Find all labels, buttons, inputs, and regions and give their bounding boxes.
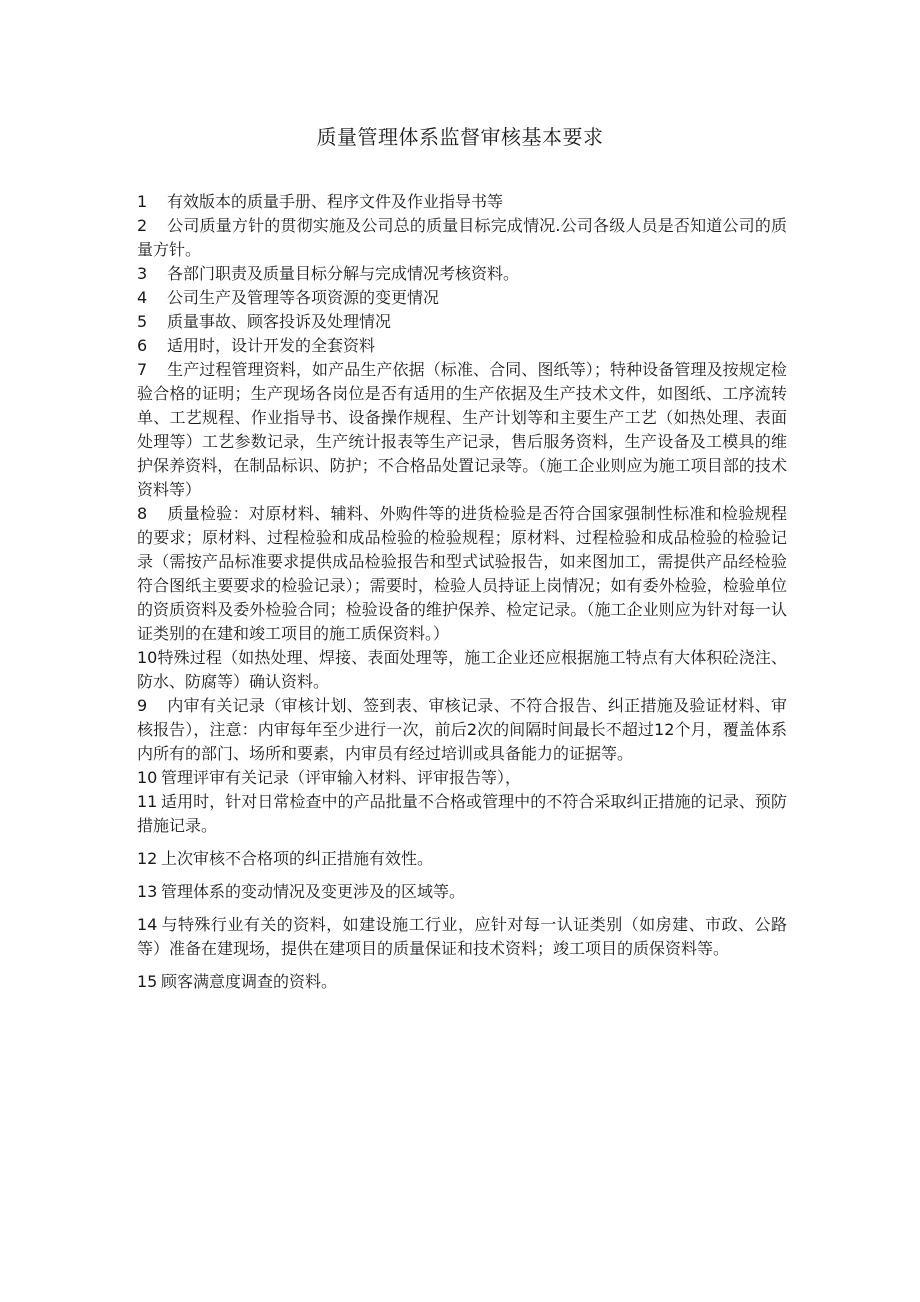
list-item-9 bbox=[137, 694, 787, 766]
item-text: 上次审核不合格项的纠正措施有效性。 bbox=[161, 849, 434, 868]
item-number: 5 bbox=[137, 312, 148, 331]
list-item-7 bbox=[137, 358, 787, 502]
item-text: 生产过程管理资料，如产品生产依据（标准、合同、图纸等）；特种设备管理及按规定检验合格的证明；生产现场各岗位是否有适用的生产依据及生产技术文件，如图纸、工序流转单、工艺规程、作业指导书、设备操作规程、生产计划等和主要生产工艺（如热处理、表面处理等）工艺参数记录，生产统计报表等生产记录，售后服务资料，生产设备及工模具的维护保养资料，在制品标识、防护；不合格品处置记录等。（施工企业则应为施工项目部的技术资料等） bbox=[137, 360, 787, 499]
item-number: 1 bbox=[137, 192, 148, 211]
item-text: 公司生产及管理等各项资源的变更情况 bbox=[167, 288, 440, 307]
item-text: 管理体系的变动情况及变更涉及的区域等。 bbox=[161, 882, 466, 901]
list-item-13 bbox=[137, 880, 787, 904]
list-item-8 bbox=[137, 502, 787, 646]
item-number: 3 bbox=[137, 264, 148, 283]
item-text: 质量检验：对原材料、辅料、外购件等的进货检验是否符合国家强制性标准和检验规程的要求；原材料、过程检验和成品检验的检验规程；原材料、过程检验和成品检验的检验记录（需按产品标准要求提供成品检验报告和型式试验报告，如来图加工，需提供产品经检验符合图纸主要要求的检验记录）；需要时，检验人员持证上岗情况；如有委外检验，检验单位的资质资料及委外检验合同；检验设备的维护保养、检定记录。（施工企业则应为针对每一认证类别的在建和竣工项目的施工质保资料。） bbox=[137, 504, 787, 643]
item-number: 13 bbox=[137, 882, 158, 901]
requirements-list bbox=[137, 190, 787, 994]
list-item-3 bbox=[137, 262, 787, 286]
item-text: 与特殊行业有关的资料，如建设施工行业，应针对每一认证类别（如房建、市政、公路等）准备在建现场，提供在建项目的质量保证和技术资料；竣工项目的质保资料等。 bbox=[137, 915, 787, 958]
item-text: 各部门职责及质量目标分解与完成情况考核资料。 bbox=[167, 264, 520, 283]
item-text: 有效版本的质量手册、程序文件及作业指导书等 bbox=[167, 192, 504, 211]
item-number: 7 bbox=[137, 360, 148, 379]
list-item-10-special-process bbox=[137, 646, 787, 694]
item-number: 11 bbox=[137, 792, 158, 811]
item-text: 特殊过程（如热处理、焊接、表面处理等，施工企业还应根据施工特点有大体积砼浇注、防水、防腐等）确认资料。 bbox=[137, 648, 787, 691]
item-text: 顾客满意度调查的资料。 bbox=[161, 972, 338, 991]
item-number: 12 bbox=[137, 849, 158, 868]
item-number: 8 bbox=[137, 504, 148, 523]
list-item-5 bbox=[137, 310, 787, 334]
list-item-10 bbox=[137, 766, 787, 790]
item-text: 内审有关记录（审核计划、签到表、审核记录、不符合报告、纠正措施及验证材料、审核报告），注意：内审每年至少进行一次，前后2次的间隔时间最长不超过12个月，覆盖体系内所有的部门、场所和要素，内审员有经过培训或具备能力的证据等。 bbox=[137, 696, 787, 763]
list-item-15 bbox=[137, 970, 787, 994]
item-number: 15 bbox=[137, 972, 158, 991]
item-number: 10 bbox=[137, 648, 158, 667]
list-item-2 bbox=[137, 214, 787, 262]
item-number: 6 bbox=[137, 336, 148, 355]
list-item-6 bbox=[137, 334, 787, 358]
item-number: 10 bbox=[137, 768, 158, 787]
item-text: 管理评审有关记录（评审输入材料、评审报告等）， bbox=[161, 768, 522, 787]
item-number: 4 bbox=[137, 288, 148, 307]
item-text: 适用时，设计开发的全套资料 bbox=[167, 336, 376, 355]
item-number: 14 bbox=[137, 915, 158, 934]
list-item-14 bbox=[137, 913, 787, 961]
item-text: 适用时，针对日常检查中的产品批量不合格或管理中的不符合采取纠正措施的记录、预防措施记录。 bbox=[137, 792, 787, 835]
page-title: 质量管理体系监督审核基本要求 bbox=[316, 125, 604, 149]
list-item-1 bbox=[137, 190, 787, 214]
item-text: 公司质量方针的贯彻实施及公司总的质量目标完成情况.公司各级人员是否知道公司的质量方针。 bbox=[137, 216, 787, 259]
item-number: 9 bbox=[137, 696, 148, 715]
item-text: 质量事故、顾客投诉及处理情况 bbox=[167, 312, 392, 331]
item-number: 2 bbox=[137, 216, 148, 235]
list-item-11 bbox=[137, 790, 787, 838]
list-item-4 bbox=[137, 286, 787, 310]
list-item-12 bbox=[137, 847, 787, 871]
